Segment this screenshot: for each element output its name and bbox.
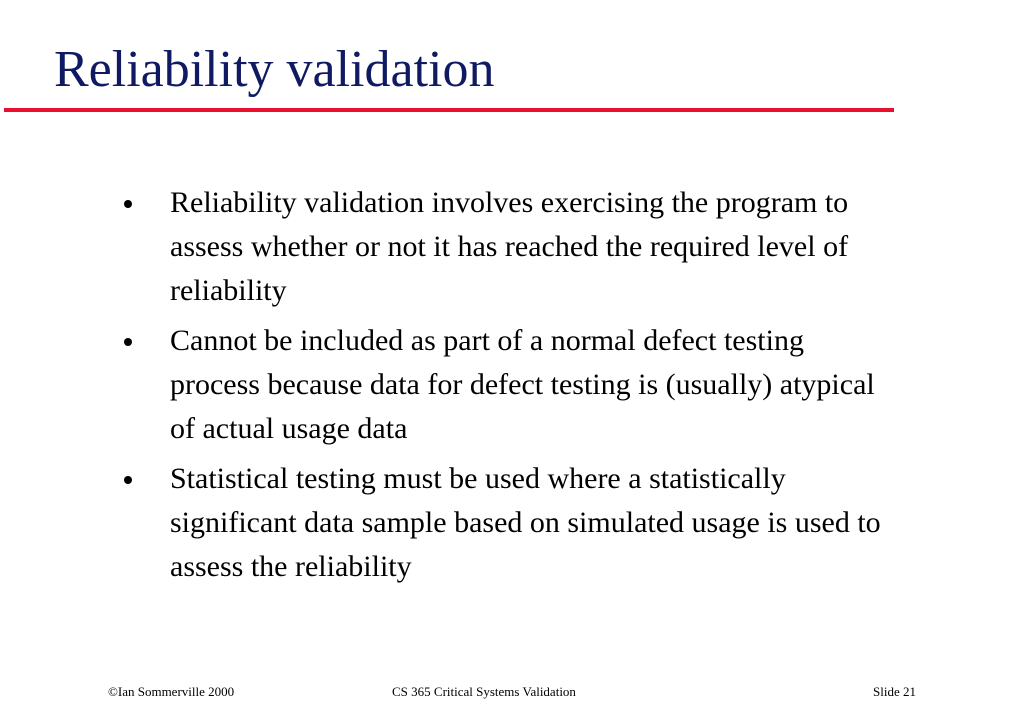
footer-slide-number: Slide 21: [873, 684, 916, 699]
bullet-item: [120, 457, 890, 589]
bullet-point-icon: [124, 338, 132, 346]
bullet-text: Reliability validation involves exercising the program to assess whether or not it has reached the required level of reliability: [170, 186, 849, 307]
slide-title: Reliability validation: [54, 41, 495, 98]
bullet-item: [120, 181, 890, 313]
title-underline: [4, 108, 894, 112]
bullet-point-icon: [124, 476, 132, 484]
footer-copyright: ©Ian Sommerville 2000: [108, 684, 235, 699]
bullet-point-icon: [124, 200, 132, 208]
bullet-text: Cannot be included as part of a normal defect testing process because data for defect testing is (usually) atypical of actual usage data: [170, 324, 875, 445]
bullet-item: [120, 319, 890, 451]
bullet-list: [120, 181, 890, 595]
bullet-text: Statistical testing must be used where a statistically significant data sample based on simulated usage is used to assess the reliability: [170, 462, 881, 583]
footer-course-title: CS 365 Critical Systems Validation: [392, 684, 576, 699]
